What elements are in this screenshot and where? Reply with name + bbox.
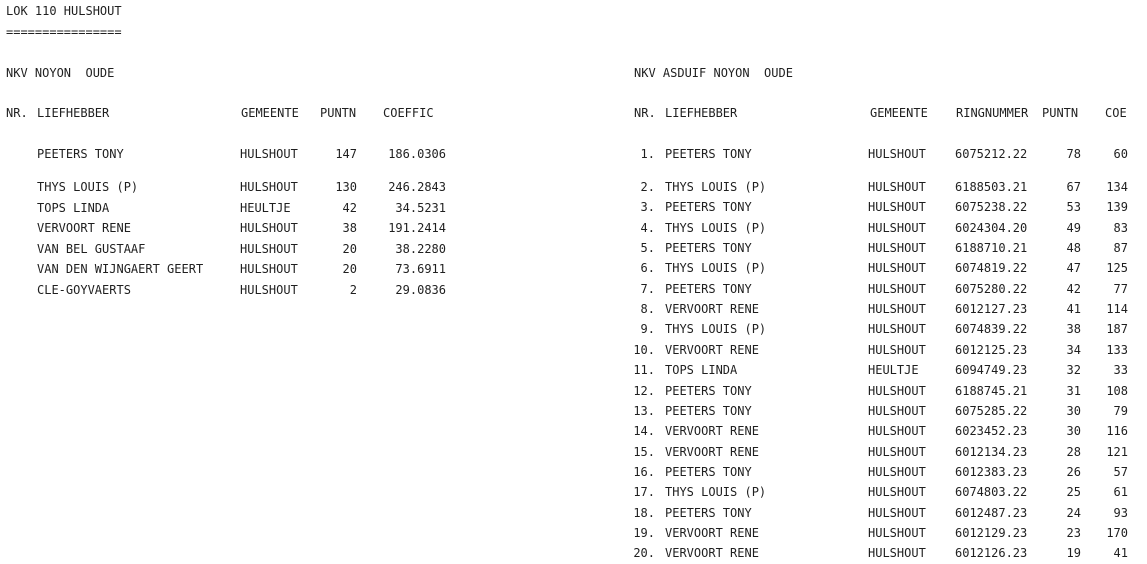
right-table-row [0,241,1130,255]
ring-number: 6074803.22 [955,485,1028,499]
ring-number: 6012125.23 [955,343,1028,357]
rank: 16. [633,465,655,479]
rank: 2. [640,180,655,194]
points: 25 [1066,485,1081,499]
coefficient: 79 [1113,404,1128,418]
rank: 9. [640,322,655,336]
ring-number: 6074839.22 [955,322,1028,336]
coefficient: 191.2414 [388,221,446,235]
points: 20 [342,242,357,256]
ring-number: 6012129.23 [955,526,1028,540]
coefficient: 33 [1113,363,1128,377]
coefficient: 108 [1106,384,1128,398]
right-col-points: PUNTN [1042,106,1079,120]
right-table-row [0,302,1130,316]
coefficient: 60 [1113,147,1128,161]
points: 2 [349,283,357,297]
fancier-name: THYS LOUIS (P) [665,221,767,235]
ring-number: 6012127.23 [955,302,1028,316]
fancier-name: THYS LOUIS (P) [665,261,767,275]
left-col-name: LIEFHEBBER [37,106,110,120]
coefficient: 139 [1106,200,1128,214]
municipality: HULSHOUT [868,384,926,398]
right-table-row [0,445,1130,459]
points: 30 [1066,404,1081,418]
fancier-name: PEETERS TONY [37,147,124,161]
fancier-name: PEETERS TONY [665,404,752,418]
fancier-name: PEETERS TONY [665,465,752,479]
coefficient: 246.2843 [388,180,446,194]
fancier-name: VERVOORT RENE [665,546,759,560]
municipality: HULSHOUT [868,546,926,560]
coefficient: 133 [1106,343,1128,357]
right-col-name: LIEFHEBBER [665,106,738,120]
points: 78 [1066,147,1081,161]
right-table-row [0,384,1130,398]
municipality: HULSHOUT [868,200,926,214]
municipality: HULSHOUT [240,283,298,297]
municipality: HULSHOUT [868,241,926,255]
right-col-town: GEMEENTE [870,106,928,120]
ring-number: 6188710.21 [955,241,1028,255]
municipality: HULSHOUT [868,485,926,499]
municipality: HEULTJE [240,201,291,215]
coefficient: 41 [1113,546,1128,560]
ring-number: 6012383.23 [955,465,1028,479]
title-underline: ================ [6,25,122,39]
points: 42 [342,201,357,215]
coefficient: 77 [1113,282,1128,296]
ring-number: 6075280.22 [955,282,1028,296]
rank: 4. [640,221,655,235]
fancier-name: VERVOORT RENE [37,221,131,235]
points: 34 [1066,343,1081,357]
fancier-name: THYS LOUIS (P) [665,322,767,336]
fancier-name: VERVOORT RENE [665,424,759,438]
points: 19 [1066,546,1081,560]
ring-number: 6075285.22 [955,404,1028,418]
ring-number: 6074819.22 [955,261,1028,275]
right-table-row [0,200,1130,214]
municipality: HULSHOUT [868,343,926,357]
coefficient: 187 [1106,322,1128,336]
rank: 12. [633,384,655,398]
right-section-heading: NKV ASDUIF NOYON OUDE [634,66,793,80]
fancier-name: CLE-GOYVAERTS [37,283,131,297]
ring-number: 6012487.23 [955,506,1028,520]
right-table-row [0,465,1130,479]
points: 41 [1066,302,1081,316]
rank: 8. [640,302,655,316]
rank: 1. [640,147,655,161]
fancier-name: THYS LOUIS (P) [665,485,767,499]
municipality: HULSHOUT [868,261,926,275]
report-title: LOK 110 HULSHOUT [6,4,122,18]
ring-number: 6188745.21 [955,384,1028,398]
points: 42 [1066,282,1081,296]
fancier-name: THYS LOUIS (P) [37,180,139,194]
fancier-name: PEETERS TONY [665,384,752,398]
municipality: HULSHOUT [868,302,926,316]
municipality: HULSHOUT [240,180,298,194]
right-header-row [0,106,1130,120]
right-table-row [0,485,1130,499]
right-table-row [0,147,1130,161]
fancier-name: THYS LOUIS (P) [665,180,767,194]
fancier-name: PEETERS TONY [665,282,752,296]
fancier-name: PEETERS TONY [665,147,752,161]
municipality: HULSHOUT [868,221,926,235]
fancier-name: TOPS LINDA [665,363,738,377]
ring-number: 6075212.22 [955,147,1028,161]
right-table-row [0,546,1130,560]
left-col-coef: COEFFIC [383,106,434,120]
right-col-nr: NR. [634,106,656,120]
coefficient: 134 [1106,180,1128,194]
points: 24 [1066,506,1081,520]
coefficient: 73.6911 [395,262,446,276]
municipality: HULSHOUT [868,526,926,540]
left-col-town: GEMEENTE [241,106,299,120]
points: 32 [1066,363,1081,377]
points: 23 [1066,526,1081,540]
fancier-name: TOPS LINDA [37,201,110,215]
municipality: HULSHOUT [868,322,926,336]
coefficient: 34.5231 [395,201,446,215]
municipality: HULSHOUT [868,465,926,479]
right-table-row [0,363,1130,377]
points: 38 [1066,322,1081,336]
coefficient: 83 [1113,221,1128,235]
left-col-points: PUNTN [320,106,357,120]
right-table-row [0,404,1130,418]
ring-number: 6023452.23 [955,424,1028,438]
municipality: HULSHOUT [240,242,298,256]
fancier-name: VAN DEN WIJNGAERT GEERT [37,262,204,276]
rank: 10. [633,343,655,357]
rank: 20. [633,546,655,560]
coefficient: 87 [1113,241,1128,255]
ring-number: 6012134.23 [955,445,1028,459]
right-col-ring: RINGNUMMER [956,106,1029,120]
coefficient: 93 [1113,506,1128,520]
coefficient: 61 [1113,485,1128,499]
points: 130 [335,180,357,194]
ring-number: 6024304.20 [955,221,1028,235]
right-table-row [0,180,1130,194]
rank: 5. [640,241,655,255]
coefficient: 186.0306 [388,147,446,161]
rank: 6. [640,261,655,275]
points: 31 [1066,384,1081,398]
ring-number: 6075238.22 [955,200,1028,214]
right-col-coef: COE [1105,106,1127,120]
fancier-name: PEETERS TONY [665,506,752,520]
left-col-nr: NR. [6,106,28,120]
rank: 17. [633,485,655,499]
coefficient: 114 [1106,302,1128,316]
fancier-name: PEETERS TONY [665,200,752,214]
rank: 7. [640,282,655,296]
coefficient: 57 [1113,465,1128,479]
points: 48 [1066,241,1081,255]
right-table-row [0,343,1130,357]
rank: 13. [633,404,655,418]
right-table-row [0,282,1130,296]
coefficient: 116 [1106,424,1128,438]
ring-number: 6188503.21 [955,180,1028,194]
coefficient: 125 [1106,261,1128,275]
points: 67 [1066,180,1081,194]
points: 49 [1066,221,1081,235]
municipality: HULSHOUT [240,147,298,161]
municipality: HULSHOUT [868,445,926,459]
fancier-name: VERVOORT RENE [665,343,759,357]
municipality: HULSHOUT [868,147,926,161]
municipality: HEULTJE [868,363,919,377]
left-section-heading: NKV NOYON OUDE [6,66,115,80]
rank: 11. [633,363,655,377]
points: 30 [1066,424,1081,438]
fancier-name: VERVOORT RENE [665,445,759,459]
right-table-row [0,221,1130,235]
right-table-row [0,261,1130,275]
points: 53 [1066,200,1081,214]
rank: 15. [633,445,655,459]
coefficient: 121 [1106,445,1128,459]
municipality: HULSHOUT [240,262,298,276]
municipality: HULSHOUT [868,282,926,296]
coefficient: 170 [1106,526,1128,540]
rank: 19. [633,526,655,540]
coefficient: 38.2280 [395,242,446,256]
fancier-name: VERVOORT RENE [665,526,759,540]
municipality: HULSHOUT [240,221,298,235]
rank: 3. [640,200,655,214]
municipality: HULSHOUT [868,424,926,438]
points: 47 [1066,261,1081,275]
ring-number: 6094749.23 [955,363,1028,377]
municipality: HULSHOUT [868,404,926,418]
ring-number: 6012126.23 [955,546,1028,560]
points: 147 [335,147,357,161]
fancier-name: VAN BEL GUSTAAF [37,242,146,256]
municipality: HULSHOUT [868,506,926,520]
right-table-row [0,526,1130,540]
coefficient: 29.0836 [395,283,446,297]
rank: 14. [633,424,655,438]
municipality: HULSHOUT [868,180,926,194]
points: 20 [342,262,357,276]
rank: 18. [633,506,655,520]
right-table-row [0,424,1130,438]
fancier-name: VERVOORT RENE [665,302,759,316]
right-table-row [0,322,1130,336]
points: 26 [1066,465,1081,479]
right-table-row [0,506,1130,520]
fancier-name: PEETERS TONY [665,241,752,255]
points: 28 [1066,445,1081,459]
points: 38 [342,221,357,235]
